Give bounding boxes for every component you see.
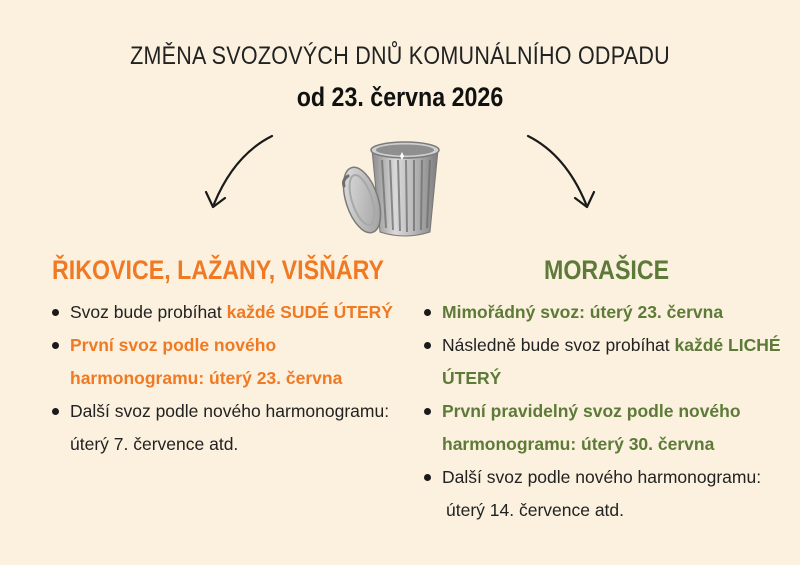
list-item-text: Mimořádný svoz: úterý 23. června <box>442 302 724 322</box>
arrow-right-icon <box>520 132 600 214</box>
right-heading: MORAŠICE <box>544 255 670 285</box>
list-item <box>424 461 800 527</box>
list-item-line2: harmonogramu: úterý 30. června <box>442 434 715 454</box>
list-item <box>52 395 393 461</box>
left-list <box>52 296 393 461</box>
left-heading: ŘIKOVICE, LAŽANY, VIŠŇÁRY <box>52 255 385 285</box>
list-item-text: Svoz bude probíhat <box>70 302 227 322</box>
list-item-line1: Další svoz podle nového harmonogramu: <box>70 401 390 421</box>
list-item-line2: úterý 14. července atd. <box>446 500 625 520</box>
list-item <box>52 329 393 395</box>
page-title: ZMĚNA SVOZOVÝCH DNŮ KOMUNÁLNÍHO ODPADU <box>130 42 670 70</box>
list-item-line2: úterý 7. července atd. <box>70 434 239 454</box>
list-item <box>424 296 800 329</box>
list-item-line2: harmonogramu: úterý 23. června <box>70 368 343 388</box>
list-item-line1: Další svoz podle nového harmonogramu: <box>442 467 762 487</box>
list-item-line1: První svoz podle nového <box>70 335 277 355</box>
arrow-left-icon <box>200 132 280 214</box>
page-subtitle: od 23. června 2026 <box>296 82 504 112</box>
list-item <box>52 296 393 329</box>
trash-can-icon <box>332 132 452 242</box>
right-list <box>424 296 800 527</box>
list-item-line1: První pravidelný svoz podle nového <box>442 401 741 421</box>
list-item-highlight: každé SUDÉ ÚTERÝ <box>226 302 393 322</box>
list-item-text: Následně bude svoz probíhat <box>442 335 675 355</box>
list-item <box>424 329 800 395</box>
list-item <box>424 395 800 461</box>
list-item-highlight: každé LICHÉ ÚTERÝ <box>442 335 781 388</box>
